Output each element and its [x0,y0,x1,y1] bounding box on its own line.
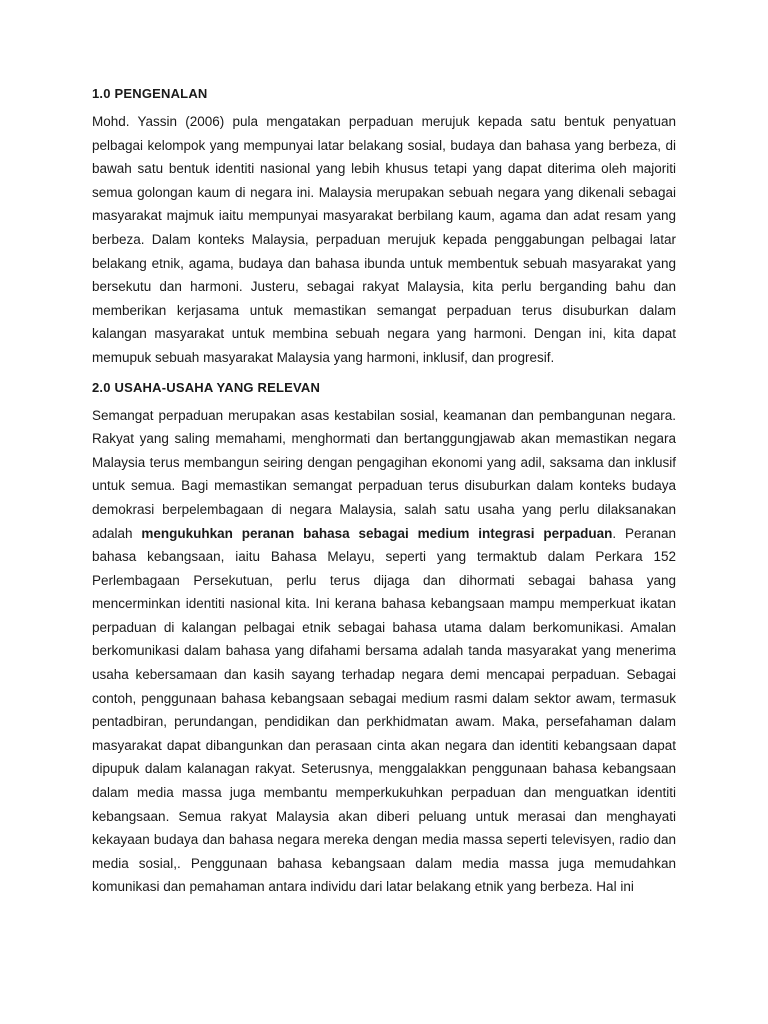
section-paragraph: Mohd. Yassin (2006) pula mengatakan perpaduan merujuk kepada satu bentuk penyatuan pelbagai kelompok yang mempunyai latar belakang sosial, budaya dan bahasa yang berbeza, di bawah satu bentuk identiti nasional yang lebih khusus tetapi yang dapat diterima oleh majoriti semua golongan kaum di negara ini. Malaysia merupakan sebuah negara yang dikenali sebagai masyarakat majmuk iaitu mempunyai masyarakat berbilang kaum, agama dan adat resam yang berbeza. Dalam konteks Malaysia, perpaduan merujuk kepada penggabungan pelbagai latar belakang etnik, agama, budaya dan bahasa ibunda untuk membentuk sebuah masyarakat yang bersekutu dan harmoni. Justeru, sebagai rakyat Malaysia, kita perlu berganding bahu dan memberikan kerjasama untuk memastikan semangat perpaduan terus disuburkan dalam kalangan masyarakat untuk membina sebuah negara yang harmoni. Dengan ini, kita dapat memupuk sebuah masyarakat Malaysia yang harmoni, inklusif, dan progresif. [92,114,676,365]
paragraph-bold-text: mengukuhkan peranan bahasa sebagai medium integrasi perpaduan [141,525,613,541]
section-pengenalan [92,82,676,370]
paragraph-text: Semangat perpaduan merupakan asas kestabilan sosial, keamanan dan pembangunan negara. Rakyat yang saling memahami, menghormati dan bertanggungjawab akan memastikan negara Malaysia terus membangun seiring dengan pengagihan ekonomi yang adil, saksama dan inklusif untuk semua. Bagi memastikan semangat perpaduan terus disuburkan dalam konteks budaya demokrasi berpelembagaan di negara Malaysia, salah satu usaha yang perlu dilaksanakan adalah [92,407,676,541]
section-heading: 1.0 PENGENALAN [92,86,208,101]
section-usaha [92,376,676,899]
paragraph-text: . Peranan bahasa kebangsaan, iaitu Bahasa Melayu, seperti yang termaktub dalam Perkara 152 Perlembagaan Persekutuan, perlu terus dijaga dan dihormati sebagai bahasa yang mencerminkan identiti nasional kita. Ini kerana bahasa kebangsaan mampu memperkuat ikatan perpaduan di kalangan pelbagai etnik sebagai bahasa utama dalam berkomunikasi. Amalan berkomunikasi dalam bahasa yang difahami bersama adalah tanda masyarakat yang menerima usaha kebersamaan dan kasih sayang terhadap negara demi mencapai perpaduan. Sebagai contoh, penggunaan bahasa kebangsaan sebagai medium rasmi dalam sektor awam, termasuk pentadbiran, perundangan, pendidikan dan perkhidmatan awam. Maka, persefahaman dalam masyarakat dapat dibangunkan dan perasaan cinta akan negara dan identiti kebangsaan dapat dipupuk dalam kalanagan rakyat. Seterusnya, menggalakkan penggunaan bahasa kebangsaan dalam media massa juga membantu memperkukuhkan perpaduan dan menguatkan identiti kebangsaan. Semua rakyat Malaysia akan diberi peluang untuk merasai dan menghayati kekayaan budaya dan bahasa negara mereka dengan media massa seperti televisyen, radio dan media sosial,. Penggunaan bahasa kebangsaan dalam media massa juga memudahkan komunikasi dan pemahaman antara individu dari latar belakang etnik yang berbeza. Hal ini [92,525,676,895]
section-heading: 2.0 USAHA-USAHA YANG RELEVAN [92,379,321,395]
section-paragraph [92,404,676,899]
document-page [92,82,676,899]
